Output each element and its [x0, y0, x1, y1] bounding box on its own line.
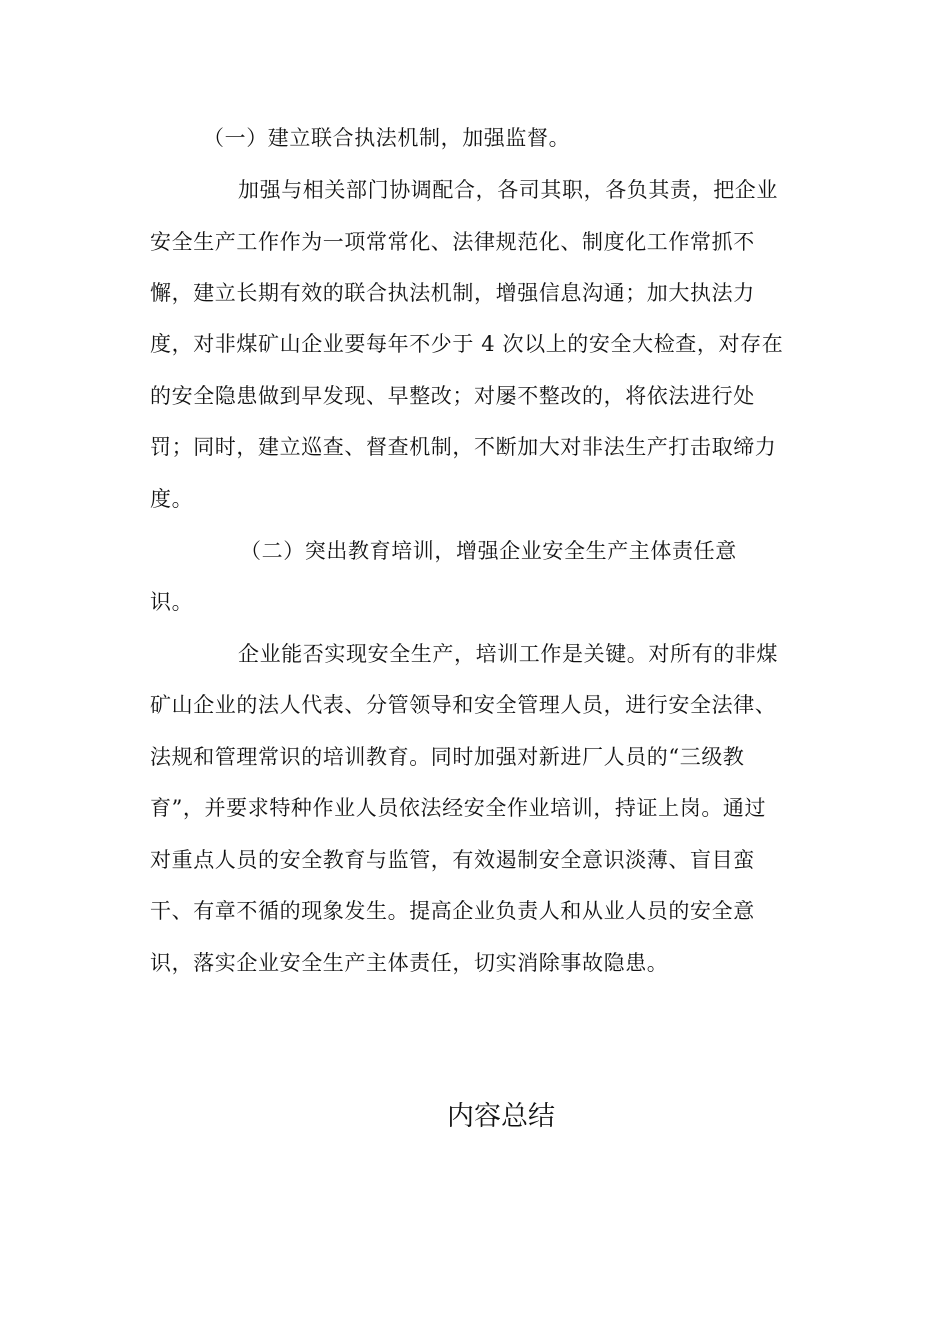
- section-heading-2: （二）突出教育培训，增强企业安全生产主体责任意: [240, 539, 737, 563]
- paragraph-line: 的安全隐患做到早发现、早整改；对屡不整改的，将依法进行处: [150, 384, 755, 408]
- paragraph-line: 安全生产工作作为一项常常化、法律规范化、制度化工作常抓不: [150, 230, 755, 254]
- paragraph-line: 对重点人员的安全教育与监管，有效遏制安全意识淡薄、盲目蛮: [150, 848, 755, 872]
- paragraph-line: 企业能否实现安全生产，培训工作是关键。对所有的非煤: [238, 642, 778, 666]
- paragraph-line: 矿山企业的法人代表、分管领导和安全管理人员，进行安全法律、: [150, 693, 777, 717]
- paragraph-line: 法规和管理常识的培训教育。同时加强对新进厂人员的“三级教: [150, 745, 745, 769]
- paragraph-line: 罚；同时，建立巡查、督查机制，不断加大对非法生产打击取缔力: [150, 435, 777, 459]
- paragraph-line: 识，落实企业安全生产主体责任，切实消除事故隐患。: [150, 951, 669, 975]
- paragraph-line: 加强与相关部门协调配合，各司其职，各负其责，把企业: [238, 178, 778, 202]
- paragraph-line: 懈，建立长期有效的联合执法机制，增强信息沟通；加大执法力: [150, 281, 755, 305]
- paragraph-line: 干、有章不循的现象发生。提高企业负责人和从业人员的安全意: [150, 899, 755, 923]
- section-heading-2-continued: 识。: [150, 590, 194, 614]
- paragraph-line: 育”，并要求特种作业人员依法经安全作业培训，持证上岗。通过: [150, 796, 767, 820]
- section-heading-1: （一）建立联合执法机制，加强监督。: [203, 126, 571, 150]
- paragraph-line: 度，对非煤矿山企业要每年不少于 4 次以上的安全大检查，对存在: [150, 332, 784, 356]
- summary-title: 内容总结: [447, 1101, 555, 1132]
- paragraph-line: 度。: [150, 487, 194, 511]
